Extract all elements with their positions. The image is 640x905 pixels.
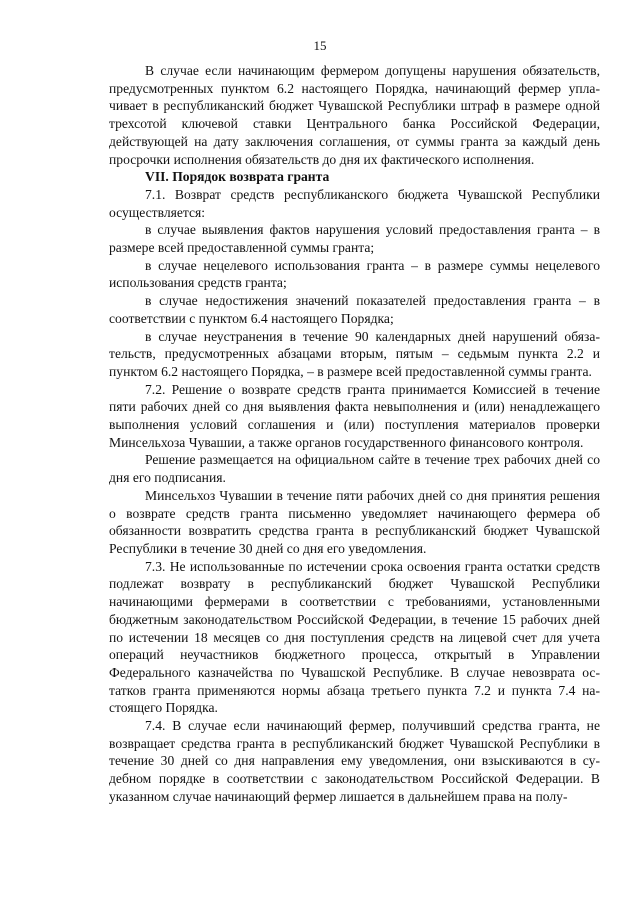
- document-body: [109, 62, 600, 806]
- paragraph: В случае если начинающим фермером допущены нарушения обязательств, предусмотренных пунктом 6.2 настоящего Порядка, начинающий фермер уплачивает в республиканский бюджет Чувашской Республики штраф в размере одной трехсотой ключевой ставки Центрального банка Российской Федерации, действующей на дату заключения соглашения, от суммы гранта за каждый день просрочки исполнения обязательств до дня их фактического исполнения.: [109, 63, 600, 167]
- section-heading: VII. Порядок возврата гранта: [145, 169, 330, 185]
- page-number: 15: [313, 38, 327, 53]
- paragraph: Минсельхоз Чувашии в течение пяти рабочих дней со дня принятия решения о возврате средств гранта письменно уведомляет начинающего фермера об обязанности возвратить средства гранта в республиканский бюджет Чувашской Республики в течение 30 дней со дня его уведомления.: [109, 487, 600, 556]
- paragraph-7-4: 7.4. В случае если начинающий фермер, получивший средства гранта, не возвращает средства гранта в республиканский бюджет Чувашской Республики в течение 30 дней со дня направления ему уведомления, они взыскиваются в судебном порядке в соответствии с законодательством Российской Федерации. В указанном случае начинающий фермер лишается в дальнейшем права на полу-: [109, 718, 600, 804]
- paragraph-7-1: 7.1. Возврат средств республиканского бюджета Чувашской Республики осуществляется:: [109, 186, 600, 220]
- paragraph: в случае нецелевого использования гранта – в размере суммы нецелевого использования средств гранта;: [109, 257, 600, 291]
- paragraph-7-3: 7.3. Не использованные по истечении срока освоения гранта остатки средств подлежат возврату в республиканский бюджет Чувашской Республики начинающими фермерами в соответствии с требованиями, установленными бюджетным законодательством Российской Федерации, в течение 15 рабочих дней по истечении 18 месяцев со дня поступления средств на лицевой счет для учета операций неучастников бюджетного процесса, открытый в Управлении Федерального казначейства по Чувашской Республике. В случае невозврата остатков гранта применяются нормы абзаца третьего пункта 7.2 и пункта 7.4 настоящего Порядка.: [109, 558, 600, 716]
- paragraph-7-2: 7.2. Решение о возврате средств гранта принимается Комиссией в течение пяти рабочих дней со дня выявления факта невыполнения и (или) ненадлежащего выполнения условий соглашения и (или) поступления материалов проверки Минсельхоза Чувашии, а также органов государственного финансового контроля.: [109, 381, 600, 450]
- paragraph: в случае неустранения в течение 90 календарных дней нарушений обязательств, предусмотренных абзацами вторым, пятым – седьмым пункта 2.2 и пунктом 6.2 настоящего Порядка, – в размере всей предоставленной суммы гранта.: [109, 328, 600, 379]
- paragraph: Решение размещается на официальном сайте в течение трех рабочих дней со дня его подписания.: [109, 452, 600, 486]
- paragraph: в случае выявления фактов нарушения условий предоставления гранта – в размере всей предоставленной суммы гранта;: [109, 222, 600, 256]
- paragraph: в случае недостижения значений показателей предоставления гранта – в соответствии с пунктом 6.4 настоящего Порядка;: [109, 293, 600, 326]
